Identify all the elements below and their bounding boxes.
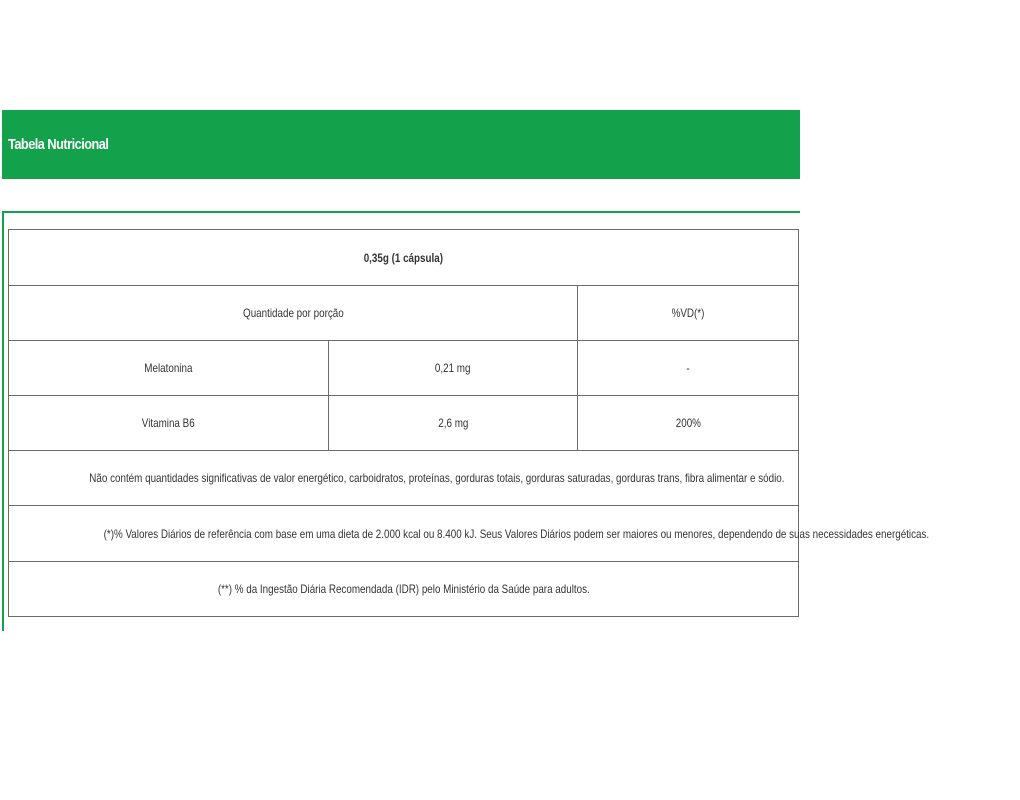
table-row [9,396,799,451]
nutrient-amount-cell [329,396,578,451]
nutrient-amount: 0,21 mg [435,361,471,375]
nutrient-amount-cell [329,341,578,396]
note-row [9,506,799,562]
nutrient-amount: 2,6 mg [437,416,469,430]
note-not-significant: Não contém quantidades significativas de valor energético, carboidratos, proteínas, gorduras totais, gorduras saturadas, gorduras trans, fibra alimentar e sódio. [89,471,785,485]
nutrient-name-cell [9,396,329,451]
quantity-header-cell [9,286,578,341]
nutrition-header-bar[interactable] [2,110,800,179]
nutrient-name-cell [9,341,329,396]
column-header-row [9,286,799,341]
note-daily-values: (*)% Valores Diários de referência com base em uma dieta de 2.000 kcal ou 8.400 kJ. Seus Valores Diários podem ser maiores ou menores, dependendo de suas necessidades energéticas. [103,526,930,541]
serving-row [9,230,799,286]
note-cell [9,562,799,617]
nutrient-dv: 200% [675,416,701,430]
nutrient-name: Vitamina B6 [142,416,195,430]
quantity-header: Quantidade por porção [242,306,344,320]
nutrient-dv-cell [578,341,799,396]
nutrition-table [8,229,930,617]
dv-header-cell [578,286,799,341]
serving-size: 0,35g (1 cápsula) [363,250,444,265]
note-idr: (**) % da Ingestão Diária Recomendada (IDR) pelo Ministério da Saúde para adultos. [217,582,590,596]
nutrient-dv-cell [578,396,799,451]
nutrition-header-title: Tabela Nutricional [8,136,109,153]
nutrient-name: Melatonina [144,361,193,375]
note-cell [9,451,799,506]
note-cell [9,506,930,562]
nutrient-dv: - [686,361,690,375]
note-row [9,451,799,506]
dv-header: %VD(*) [671,306,705,320]
note-row [9,562,799,617]
table-row [9,341,799,396]
serving-cell [9,230,799,286]
